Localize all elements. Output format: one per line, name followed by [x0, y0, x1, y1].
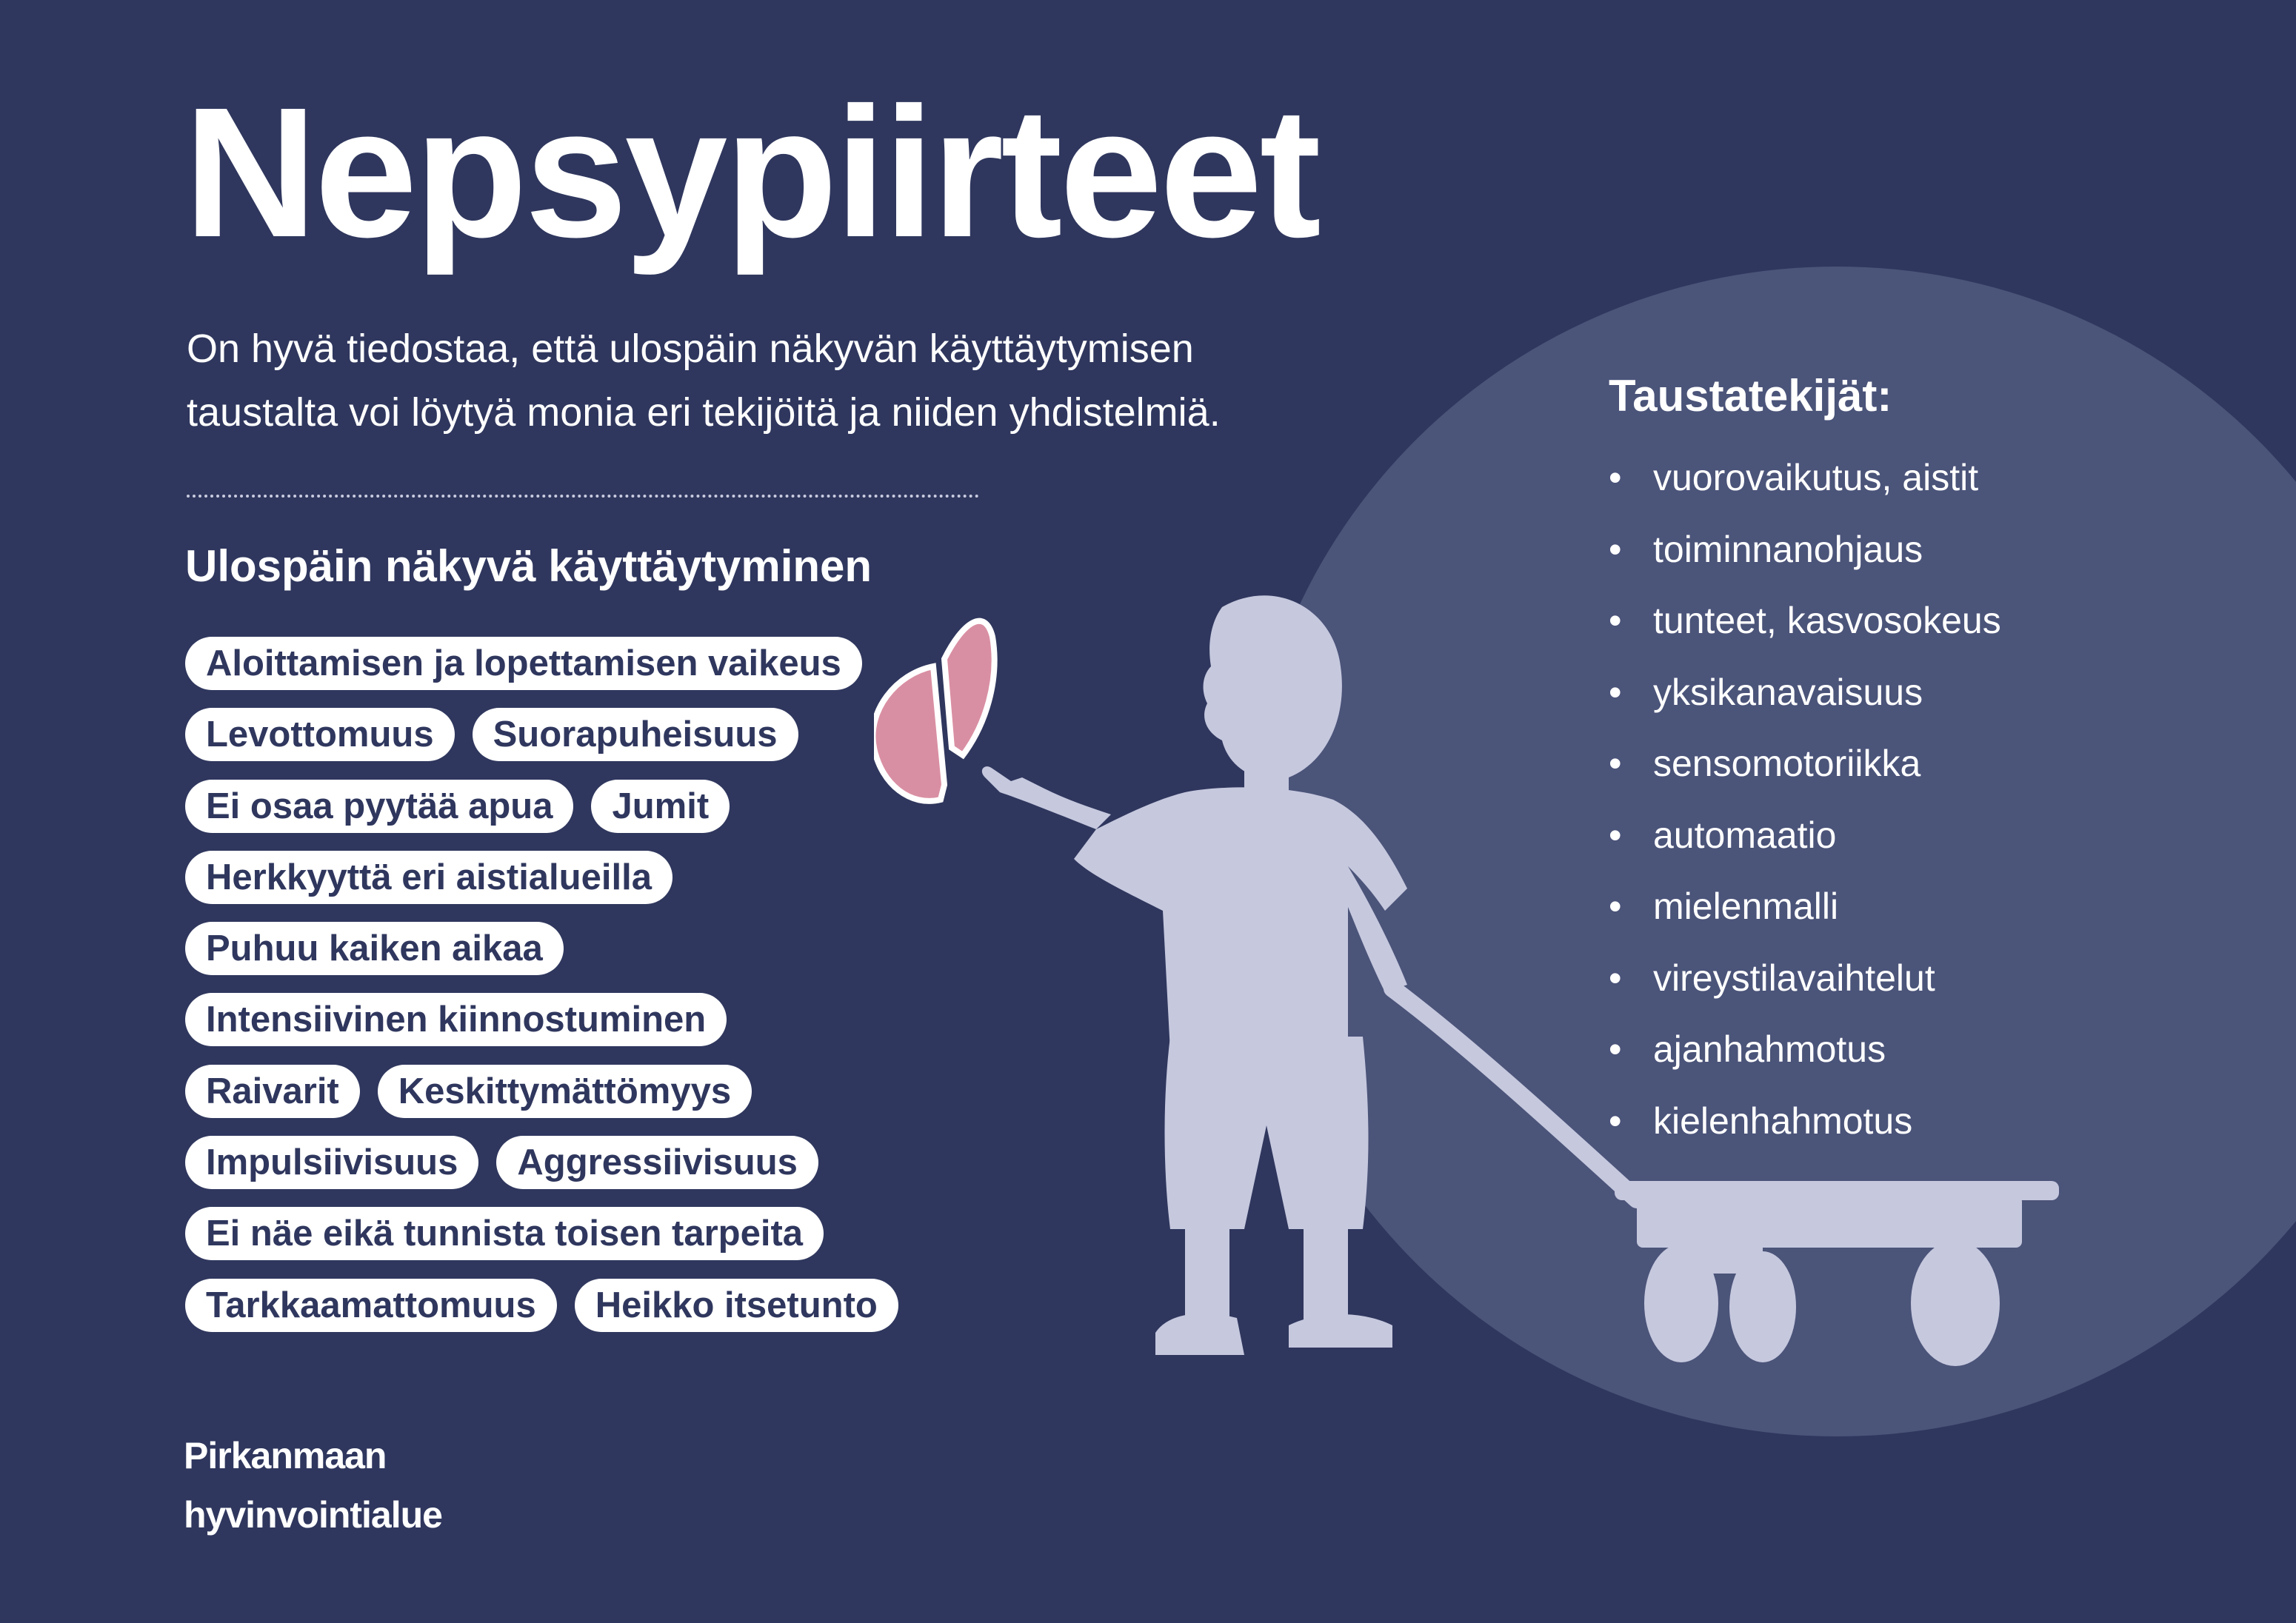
factor-label: vireystilavaihtelut — [1653, 957, 1935, 999]
behaviour-heading: Ulospäin näkyvä käyttäytyminen — [185, 541, 872, 591]
child-wagon-illustration — [874, 563, 2074, 1392]
factor-label: tunteet, kasvosokeus — [1653, 600, 2001, 641]
behaviour-chip: Ei näe eikä tunnista toisen tarpeita — [185, 1207, 824, 1260]
logo-line-1: Pirkanmaan — [184, 1435, 387, 1476]
dotted-divider — [187, 495, 979, 498]
factor-label: yksikanavaisuus — [1653, 671, 1923, 713]
behaviour-chip: Keskittymättömyys — [378, 1065, 752, 1118]
behaviour-chip: Herkkyyttä eri aistialueilla — [185, 851, 673, 904]
bullet-icon: • — [1609, 671, 1622, 713]
behaviour-chip: Aloittamisen ja lopettamisen vaikeus — [185, 637, 862, 690]
intro-line-2: taustalta voi löytyä monia eri tekijöitä ja niiden yhdistelmiä. — [187, 390, 1221, 435]
factors-heading: Taustatekijät: — [1609, 371, 1892, 421]
bullet-icon: • — [1609, 957, 1622, 999]
bullet-icon: • — [1609, 1028, 1622, 1070]
behaviour-chip: Raivarit — [185, 1065, 360, 1118]
behaviour-chip: Suorapuheisuus — [473, 708, 798, 761]
page-title: Nepsypiirteet — [184, 69, 1318, 275]
factor-label: toiminnanohjaus — [1653, 528, 1923, 570]
bullet-icon: • — [1609, 600, 1622, 641]
behaviour-chip: Ei osaa pyytää apua — [185, 780, 573, 833]
behaviour-chip: Puhuu kaiken aikaa — [185, 922, 564, 975]
logo-line-2: hyvinvointialue — [184, 1494, 442, 1536]
bullet-icon: • — [1609, 528, 1622, 570]
factor-label: automaatio — [1653, 814, 1837, 856]
wagon-icon — [1615, 1181, 2059, 1366]
factor-label: mielenmalli — [1653, 886, 1839, 927]
factor-label: vuorovaikutus, aistit — [1653, 457, 1979, 498]
bullet-icon: • — [1609, 457, 1622, 498]
behaviour-chip: Jumit — [591, 780, 730, 833]
bullet-icon: • — [1609, 1100, 1622, 1142]
behaviour-chip: Levottomuus — [185, 708, 455, 761]
butterfly-icon — [874, 621, 995, 801]
brand-logo — [184, 1426, 442, 1545]
behaviour-chip: Intensiivinen kiinnostuminen — [185, 993, 727, 1046]
behaviour-chip: Impulsiivisuus — [185, 1136, 478, 1189]
bullet-icon: • — [1609, 886, 1622, 927]
wagon-handle — [1392, 988, 1637, 1199]
factor-label: sensomotoriikka — [1653, 743, 1921, 784]
bullet-icon: • — [1609, 743, 1622, 784]
behaviour-chip: Tarkkaamattomuus — [185, 1279, 557, 1332]
behaviour-chip: Aggressiivisuus — [496, 1136, 818, 1189]
factor-item — [1609, 452, 2001, 523]
child-silhouette — [982, 595, 1407, 1355]
behaviour-chip: Heikko itsetunto — [575, 1279, 898, 1332]
factor-label: kielenhahmotus — [1653, 1100, 1913, 1142]
factor-label: ajanhahmotus — [1653, 1028, 1886, 1070]
bullet-icon: • — [1609, 814, 1622, 856]
intro-text — [187, 317, 1431, 444]
intro-line-1: On hyvä tiedostaa, että ulospäin näkyvän käyttäytymisen — [187, 327, 1194, 371]
